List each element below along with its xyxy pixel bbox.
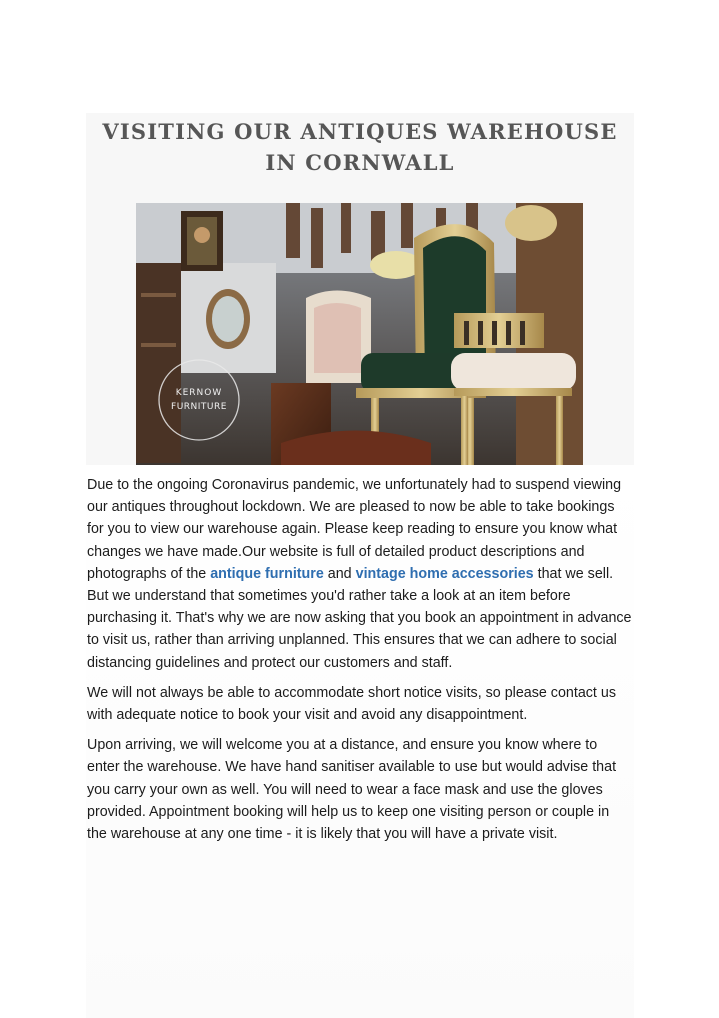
paragraph-3: Upon arriving, we will welcome you at a distance, and ensure you know where to enter the warehouse. We have hand sanitiser available to use but would advise that you carry your own as well. You will need to wear a face mask and use the gloves provided. Appointment booking will help us to keep one visiting person or couple in the warehouse at any one time - it is likely that you will have a private visit. [87, 737, 617, 843]
paragraph-1-part-2: and [323, 565, 356, 582]
antique-furniture-link[interactable]: antique furniture [210, 565, 324, 582]
title-line-2: IN CORNWALL [265, 150, 455, 175]
title-line-1: VISITING OUR ANTIQUES WAREHOUSE [102, 119, 618, 144]
paragraph-1 [87, 474, 632, 674]
logo-text-top: KERNOW [175, 388, 223, 398]
hero-image [136, 203, 583, 465]
vintage-home-accessories-link[interactable]: vintage home accessories [355, 565, 534, 582]
article-body [87, 474, 632, 853]
paragraph-2: We will not always be able to accommodate short notice visits, so please contact us with adequate notice to book your visit and avoid any disappointment. [87, 684, 616, 724]
paragraph-1-part-3: that we sell. But we understand that sometimes you'd rather take a look at an item before purchasing it. That's why we are now asking that you book an appointment in advance to visit us, rather than arriving unplanned. This ensures that we can adhere to social distancing guidelines and protect our customers and staff. [87, 565, 632, 671]
logo-text-bottom: FURNITURE [171, 402, 227, 412]
paragraph-1-part-1: Due to the ongoing Coronavirus pandemic, we unfortunately had to suspend viewing our antiques throughout lockdown. We are pleased to now be able to take bookings for you to view our warehouse again. Please keep reading to ensure you know what changes we have made.Our website is full of detailed product descriptions and photographs of the [87, 477, 622, 582]
page-title [86, 116, 634, 178]
